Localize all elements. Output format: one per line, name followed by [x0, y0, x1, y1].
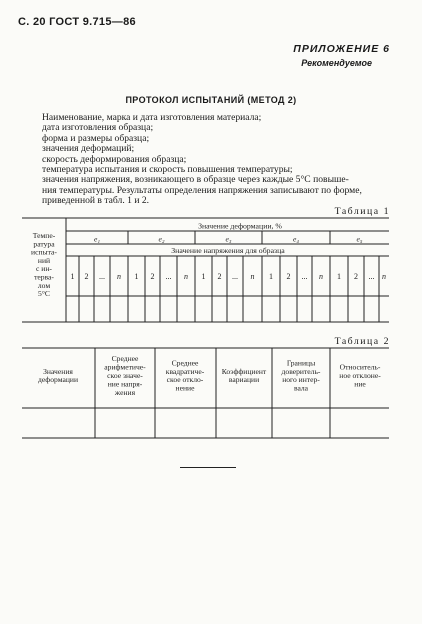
table2-header-line: нение — [175, 383, 195, 393]
sample-cell: 2 — [217, 272, 222, 281]
sample-cell: 1 — [70, 272, 75, 281]
body-line: Наименование, марка и дата изготовления материала; — [42, 112, 262, 123]
table2-header-line: Среднее — [111, 354, 139, 364]
table2-header-line: Среднее — [171, 358, 199, 368]
body-line: ния температуры. Результаты определения напряжения записывают по форме, — [42, 184, 362, 196]
appendix-title: ПРИЛОЖЕНИЕ 6 — [293, 43, 390, 55]
table2-header-line: ние — [354, 379, 366, 389]
sample-cell: 2 — [286, 272, 291, 281]
sample-cell: ... — [232, 272, 238, 281]
body-line: температура испытания и скорость повышения температуры; — [42, 164, 293, 176]
strain-label: e₂ — [158, 234, 165, 244]
sample-cell: n — [117, 272, 121, 281]
sample-cell: 1 — [269, 272, 273, 281]
table2-header-line: квадратиче- — [165, 366, 205, 376]
body-line: приведенной в табл. 1 и 2. — [42, 195, 150, 207]
row-header-line: с ин- — [36, 264, 52, 274]
row-header-line: терва- — [34, 272, 54, 282]
table2-header-line: ское значе- — [107, 371, 143, 380]
table2-label: Таблица 2 — [334, 336, 390, 347]
body-line: значения деформаций; — [42, 143, 135, 155]
strain-label: e₃ — [225, 234, 232, 244]
sample-cell: ... — [368, 272, 375, 281]
body-line: форма и размеры образца; — [42, 132, 150, 144]
sample-cell: n — [184, 272, 188, 281]
stress-header: Значение напряжения для образца — [171, 246, 285, 255]
row-header-line: Темпе- — [32, 231, 56, 240]
table2-header-line: вала — [293, 383, 309, 393]
protocol-title: ПРОТОКОЛ ИСПЫТАНИЙ (МЕТОД 2) — [125, 95, 297, 105]
table2-header-line: Относитель- — [339, 362, 381, 372]
appendix-subtitle: Рекомендуемое — [301, 58, 372, 68]
row-header-line: лом — [37, 280, 51, 290]
table2-header-line: ское откло- — [166, 375, 204, 385]
table2-header-line: арифметиче- — [104, 362, 146, 372]
table2-header-line: вариации — [228, 375, 260, 385]
table2-header-line: доверитель- — [281, 366, 321, 376]
body-line: скорость деформирования образца; — [42, 153, 187, 165]
strain-label: e₄ — [292, 234, 300, 244]
sample-cell: 1 — [337, 272, 341, 281]
strain-label: e₁ — [93, 234, 101, 244]
body-line: дата изготовления образца; — [42, 122, 154, 134]
strain-label: e₅ — [356, 234, 363, 244]
table1-label: Таблица 1 — [334, 206, 390, 217]
body-line: значения напряжения, возникающего в образце через каждые 5°С повыше- — [42, 174, 349, 186]
row-header-line: 5°С — [38, 289, 50, 299]
table2-header-line: деформации — [37, 375, 79, 385]
table2-header-line: ное отклоне- — [339, 371, 381, 380]
page-header: С. 20 ГОСТ 9.715—86 — [18, 16, 136, 28]
table2-header-line: Значения — [43, 366, 73, 376]
table2-header-line: Границы — [286, 358, 316, 368]
row-header-line: ний — [37, 255, 51, 265]
row-header-line: ратура — [33, 239, 55, 249]
sample-cell: ... — [165, 272, 172, 281]
row-header-line: испыта- — [31, 247, 57, 257]
sample-cell: 2 — [84, 272, 89, 281]
table2-header-line: ние напря- — [107, 379, 143, 389]
sample-cell: 1 — [134, 272, 139, 281]
sample-cell: 1 — [201, 272, 206, 281]
table2-header-line: Коэффициент — [221, 366, 267, 376]
table2-header-line: жения — [114, 387, 136, 397]
sample-cell: 2 — [354, 272, 358, 281]
end-rule — [180, 467, 236, 468]
sample-cell: 2 — [150, 272, 155, 281]
table2-header-line: ного интер- — [282, 375, 320, 385]
sample-cell: ... — [99, 272, 105, 281]
sample-cell: n — [319, 272, 323, 281]
sample-cell: n — [250, 272, 255, 281]
deformation-header: Значение деформации, % — [198, 221, 282, 231]
sample-cell: n — [382, 272, 386, 281]
sample-cell: ... — [301, 272, 308, 281]
